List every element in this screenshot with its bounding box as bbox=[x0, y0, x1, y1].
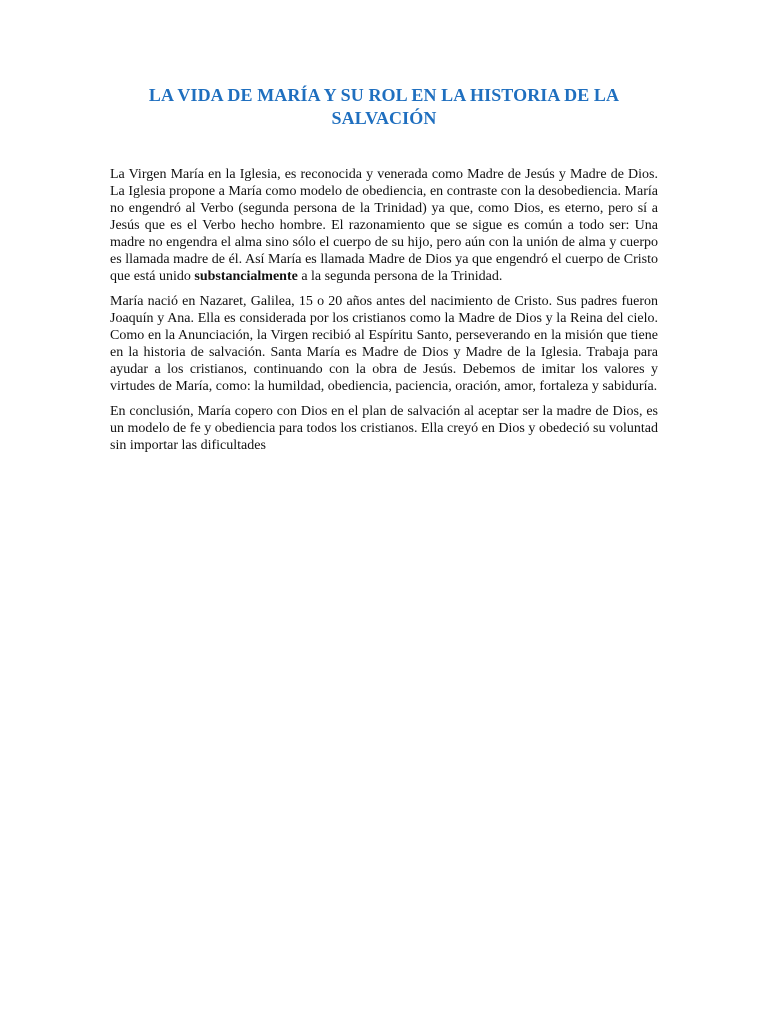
document-page bbox=[110, 84, 658, 462]
bold-term: substancialmente bbox=[194, 269, 298, 284]
paragraph-intro-text: La Virgen María en la Iglesia, es reconocida y venerada como Madre de Jesús y Madre de Dios. La Iglesia propone a María como modelo de obediencia, en contraste con la desobediencia. María no engendró al Verbo (segunda persona de la Trinidad) ya que, como Dios, es eterno, pero sí a Jesús que es el Verbo hecho hombre. El razonamiento que se sigue es común a todo ser: Una madre no engendra el alma sino sólo el cuerpo de su hijo, pero aún con la unión de alma y cuerpo es llamada madre de él. Así María es llamada Madre de Dios ya que engendró el cuerpo de Cristo que está unido bbox=[110, 167, 658, 284]
paragraph-life: María nació en Nazaret, Galilea, 15 o 20 años antes del nacimiento de Cristo. Sus padres fueron Joaquín y Ana. Ella es considerada por los cristianos como la Madre de Dios y la Reina del cielo. Como en la Anunciación, la Virgen recibió al Espíritu Santo, perseverando en la misión que tiene en la historia de salvación. Santa María es Madre de Dios y Madre de la Iglesia. Trabaja para ayudar a los cristianos, continuando con la obra de Jesús. Debemos de imitar los valores y virtudes de María, como: la humildad, obediencia, paciencia, oración, amor, fortaleza y sabiduría. bbox=[110, 294, 658, 394]
paragraph-conclusion: En conclusión, María copero con Dios en el plan de salvación al aceptar ser la madre de Dios, es un modelo de fe y obediencia para todos los cristianos. Ella creyó en Dios y obedeció su voluntad sin importar las dificultades bbox=[110, 404, 658, 453]
paragraph-intro bbox=[110, 166, 658, 285]
paragraph-intro-tail: a la segunda persona de la Trinidad. bbox=[297, 269, 503, 284]
document-title: LA VIDA DE MARÍA Y SU ROL EN LA HISTORIA DE LA SALVACIÓN bbox=[148, 85, 620, 128]
